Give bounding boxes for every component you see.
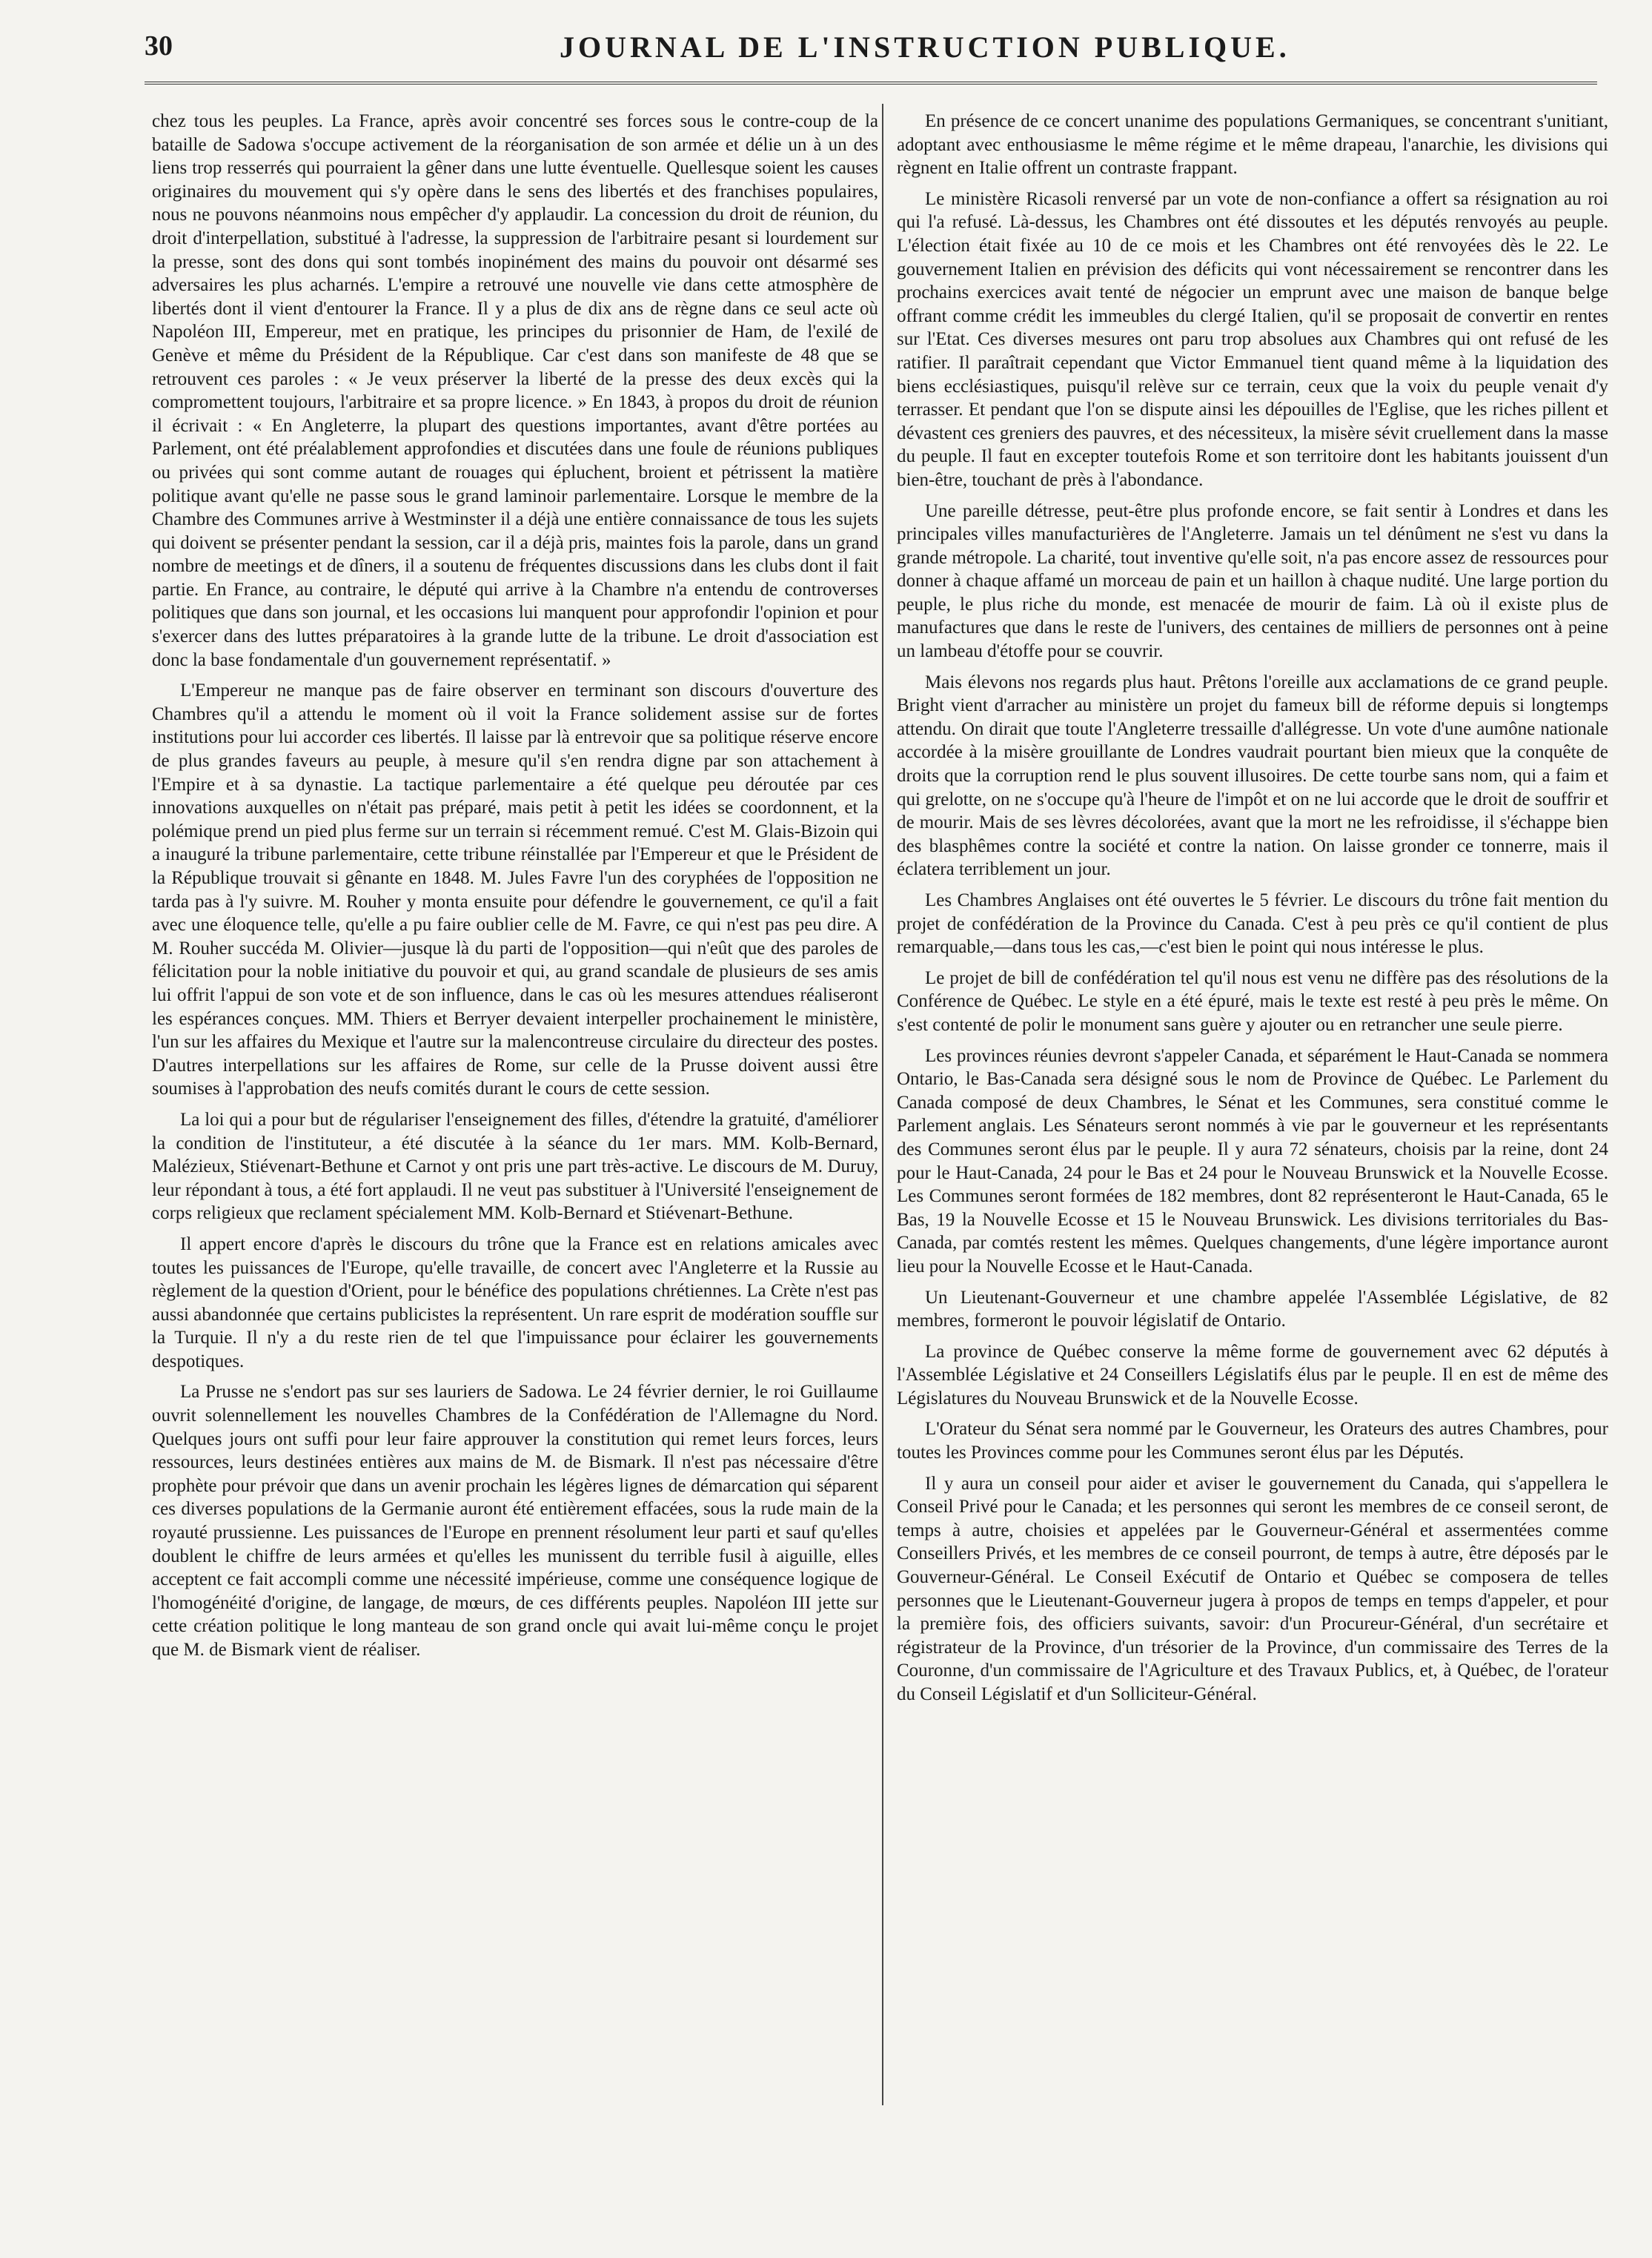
column-divider [882,104,883,2105]
paragraph: chez tous les peuples. La France, après avoir concentré ses forces sous le contre-coup de la bataille de Sadowa s'occupe activement de la réorganisation de son armée et délie un à un des liens trop resserrés qui pourraient la gêner dans une lutte éventuelle. Quellesque soient les causes originaires du mouvement qui s'y opère dans le sens des libertés et des franchises populaires, nous ne pouvons néanmoins nous empêcher d'y applaudir. La concession du droit de réunion, du droit d'interpellation, substitué à l'adresse, la suppression de l'arbitraire pesant si lourdement sur la presse, sont des dons qui sont tombés inopinément des mains du pouvoir ont désarmé ses adversaires les plus acharnés. L'empire a retrouvé une nouvelle vie dans cette atmosphère de libertés dont il vient d'entourer la France. Il y a plus de dix ans de règne dans ce seul acte où Napoléon III, Empereur, met en pratique, les principes du prisonnier de Ham, de l'exilé de Genève et même du Président de la République. Car c'est dans son manifeste de 48 que se retrouvent ces paroles : « Je veux préserver la liberté de la presse des deux excès qui la compromettent toujours, l'arbitraire et sa propre licence. » En 1843, à propos du droit de réunion il écrivait : « En Angleterre, la plupart des questions importantes, avant d'être portées au Parlement, ont été préalablement approfondies et discutées dans une foule de réunions publiques ou privées qui sont comme autant de rouages qui épluchent, broient et pétrissent la matière politique avant qu'elle ne passe sous le grand laminoir parlementaire. Lorsque le membre de la Chambre des Communes arrive à Westminster il a déjà une entière connaissance de tous les sujets qui doivent se présenter pendant la session, car il a déjà pris, maintes fois la parole, dans un grand nombre de meetings et de dîners, il a soutenu de fréquentes discussions dans les clubs dont il fait partie. En France, au contraire, le député qui arrive à la Chambre n'a entendu de controverses politiques que dans son journal, et les occasions lui manquent pour approfondir l'opinion et pour s'exercer dans des luttes préparatoires à la grande lutte de la tribune. Le droit d'association est donc la base fondamentale d'un gouvernement représentatif. » [152,111,878,670]
right-column [897,110,1608,1714]
journal-title: JOURNAL DE L'INSTRUCTION PUBLIQUE. [560,30,1290,64]
paragraph: La Prusse ne s'endort pas sur ses lauriers de Sadowa. Le 24 février dernier, le roi Guillaume ouvrit solennellement les nouvelles Chambres de la Confédération de l'Allemagne du Nord. Quelques jours ont suffi pour leur faire approuver la constitution qui remet leurs forces, leurs ressources, leurs destinées entières aux mains de M. de Bismark. Il n'est pas nécessaire d'être prophète pour prévoir que dans un avenir prochain les légères lignes de démarcation qui séparent ces diverses populations de la Germanie auront été entièrement effacées, sous la rude main de la royauté prussienne. Les puissances de l'Europe en prennent résolument leur parti et sauf qu'elles doublent le chiffre de leurs armées et qu'elles les munissent du terrible fusil à aiguille, elles acceptent ce fait accompli comme une nécessité impérieuse, comme une conséquence logique de l'homogénéité d'origine, de langage, de mœurs, de ces différents peuples. Napoléon III jette sur cette création politique le long manteau de son grand oncle qui avait lui-même conçu le projet que M. de Bismark vient de réaliser. [152,1382,878,1660]
left-column [152,110,878,1669]
paragraph: Une pareille détresse, peut-être plus profonde encore, se fait sentir à Londres et dans les principales villes manufacturières de l'Angleterre. Jamais un tel dénûment ne s'est vu dans la grande métropole. La charité, tout inventive qu'elle soit, n'a pas encore assez de ressources pour donner à chaque affamé un morceau de pain et un haillon à chaque nudité. Une large portion du peuple, le plus riche du monde, est menacée de mourir de faim. Là où il existe plus de manufactures que dans le reste de l'univers, des centaines de milliers de personnes ont à peine un lambeau d'étoffe pour se couvrir. [897,500,1608,662]
paragraph: Un Lieutenant-Gouverneur et une chambre appelée l'Assemblée Législative, de 82 membres, formeront le pouvoir législatif de Ontario. [897,1287,1608,1331]
paragraph: Les Chambres Anglaises ont été ouvertes le 5 février. Le discours du trône fait mention du projet de confédération de la Province du Canada. C'est à peu près ce qu'il contient de plus remarquable,—dans tous les cas,—c'est bien le point qui nous intéresse le plus. [897,890,1608,958]
page-header [145,30,1597,89]
header-rule [145,82,1597,85]
paragraph: Il appert encore d'après le discours du trône que la France est en relations amicales avec toutes les puissances de l'Europe, qu'elle travaille, de concert avec l'Angleterre et la Russie au règlement de la question d'Orient, pour le bénéfice des populations chrétiennes. La Crète n'est pas aussi abandonnée que certains publicistes la représentent. Un rare esprit de modération souffle sur la Turquie. Il n'y a du reste rien de tel que l'impuissance pour éclairer les gouvernements despotiques. [152,1234,878,1371]
paragraph: La loi qui a pour but de régulariser l'enseignement des filles, d'étendre la gratuité, d'améliorer la condition de l'instituteur, a été discutée à la séance du 1er mars. MM. Kolb-Bernard, Malézieux, Stiévenart-Bethune et Carnot y ont pris une part très-active. Le discours de M. Duruy, leur répondant à tous, a été fort applaudi. Il ne veut pas substituer à l'Université l'enseignement de corps religieux que reclament spécialement MM. Kolb-Bernard et Stiévenart-Bethune. [152,1109,878,1224]
paragraph: La province de Québec conserve la même forme de gouvernement avec 62 députés à l'Assemblée Législative et 24 Conseillers Législatifs élus par le peuple. Il en est de même des Législatures du Nouveau Brunswick et de la Nouvelle Ecosse. [897,1341,1608,1408]
paragraph: Les provinces réunies devront s'appeler Canada, et séparément le Haut-Canada se nommera Ontario, le Bas-Canada sera désigné sous le nom de Province de Québec. Le Parlement du Canada composé de deux Chambres, le Sénat et les Communes, sera constitué comme le Parlement anglais. Les Sénateurs seront nommés à vie par le gouverneur et les représentants des Communes seront élus par le peuple. Il y aura 72 sénateurs, choisis par la reine, dont 24 pour le Haut-Canada, 24 pour le Bas et 24 pour le Nouveau Brunswick et la Nouvelle Ecosse. Les Communes seront formées de 182 membres, dont 82 représenteront le Haut-Canada, 65 le Bas, 19 la Nouvelle Ecosse et 15 le Nouveau Brunswick. Les divisions territoriales du Bas-Canada, par comtés restent les mêmes. Quelques changements, d'une légère importance auront lieu pour la Nouvelle Ecosse et le Haut-Canada. [897,1045,1608,1277]
paragraph: Le projet de bill de confédération tel qu'il nous est venu ne diffère pas des résolutions de la Conférence de Québec. Le style en a été épuré, mais le texte est resté à peu près le même. On s'est contenté de polir le monument sans guère y ajouter ou en retrancher une seule pierre. [897,967,1608,1035]
paragraph: Mais élevons nos regards plus haut. Prêtons l'oreille aux acclamations de ce grand peuple. Bright vient d'arracher au ministère un projet du fameux bill de réforme depuis si longtemps attendu. On dirait que toute l'Angleterre tressaille d'allégresse. Un vote d'une aumône nationale accordée à la misère grouillante de Londres vaudrait pourtant bien mieux que la conquête de droits que la corruption rend le plus souvent illusoires. De cette tourbe sans nom, qui a faim et qui grelotte, on ne s'occupe qu'à l'heure de l'impôt et on ne lui accorde que le droit de souffrir et de mourir. Mais de ses lèvres décolorées, avant que la mort ne les refroidisse, il s'échappe bien des blasphêmes contre la société et contre la nation. On laisse gronder ce tonnerre, mais il éclatera terriblement un jour. [897,672,1608,880]
paragraph: En présence de ce concert unanime des populations Germaniques, se concentrant s'unitiant, adoptant avec enthousiasme le même régime et le même drapeau, l'anarchie, les divisions qui règnent en Italie offrent un contraste frappant. [897,111,1608,179]
paragraph: Le ministère Ricasoli renversé par un vote de non-confiance a offert sa résignation au roi qui l'a refusé. Là-dessus, les Chambres ont été dissoutes et les députés renvoyés au peuple. L'élection était fixée au 10 de ce mois et les Chambres ont été renvoyées dès le 22. Le gouvernement Italien en prévision des déficits qui vont nécessairement se rencontrer dans les prochains exercices avait tenté de négocier un emprunt avec une maison de banque belge offrant comme crédit les immeubles du clergé Italien, qu'il se proposait de convertir en rentes sur l'Etat. Ces diverses mesures ont paru trop absolues aux Chambres qui ont refusé de les ratifier. Il paraîtrait cependant que Victor Emmanuel tient quand même à la liquidation des biens ecclésiastiques, puisqu'il relève sur ce terrain, ceux que la voix du peuple venait d'y terrasser. Et pendant que l'on se dispute ainsi les dépouilles de l'Eglise, que les riches pillent et dévastent ces greniers des pauvres, et des nécessiteux, la misère sévit cruellement dans la masse du peuple. Il faut en excepter toutefois Rome et son territoire dont les habitants jouissent d'un bien-être, touchant de près à l'abondance. [897,188,1608,490]
paragraph: Il y aura un conseil pour aider et aviser le gouvernement du Canada, qui s'appellera le Conseil Privé pour le Canada; et les personnes qui seront les membres de ce conseil seront, de temps à autre, choisies et appelées par le Gouverneur-Général et assermentées comme Conseillers Privés, et les membres de ce conseil pourront, de temps à autre, être déposés par le Gouverneur-Général. Le Conseil Exécutif de Ontario et Québec se composera de telles personnes que le Lieutenant-Gouverneur jugera à propos de temps en temps d'appeler, et pour la première fois, des officiers suivants, savoir: d'un Procureur-Général, d'un secrétaire et régistrateur de la Province, d'un trésorier de la Province, d'un commissaire des Terres de la Couronne, d'un commissaire de l'Agriculture et des Travaux Publics, et, à Québec, de l'orateur du Conseil Législatif et d'un Solliciteur-Général. [897,1473,1608,1704]
paragraph: L'Orateur du Sénat sera nommé par le Gouverneur, les Orateurs des autres Chambres, pour toutes les Provinces comme pour les Communes seront élus par les Députés. [897,1419,1608,1463]
paragraph: L'Empereur ne manque pas de faire observer en terminant son discours d'ouverture des Chambres qu'il a attendu le moment où il voit la France solidement assise sur de fortes institutions pour lui accorder ces libertés. Il laisse par là entrevoir que sa politique réserve encore de plus grandes faveurs au peuple, à mesure qu'il s'en rendra digne par son attachement à l'Empire et à sa dynastie. La tactique parlementaire a été quelque peu déroutée par ces innovations auxquelles on n'était pas préparé, mais petit à petit les idées se coordonnent, et la polémique prend un pied plus ferme sur un terrain si récemment remué. C'est M. Glais-Bizoin qui a inauguré la tribune parlementaire, cette tribune réinstallée par l'Empereur et que le Président de la République trouvait si gênante en 1848. M. Jules Favre l'un des coryphées de l'opposition ne tarda pas à l'y suivre. M. Rouher y monta ensuite pour défendre le gouvernement, ce qu'il a fait avec une éloquence telle, qu'elle a pu faire oublier celle de M. Favre, ce qui n'est pas peu dire. A M. Rouher succéda M. Olivier—jusque là du parti de l'opposition—qui n'eût que des paroles de félicitation pour la noble initiative du pouvoir et qui, au grand scandale de plusieurs de ses amis lui offrit l'appui de son vote et de son influence, dans le cas où les mesures attendues réaliseront les espérances conçues. MM. Thiers et Berryer devaient interpeller prochainement le ministère, l'un sur les affaires du Mexique et l'autre sur la malencontreuse circulaire du directeur des postes. D'autres interpellations sur les affaires de Rome, sur celle de la Prusse doivent aussi être soumises à l'approbation des neufs comités durant le cours de cette session. [152,681,878,1099]
page-number: 30 [145,30,173,62]
